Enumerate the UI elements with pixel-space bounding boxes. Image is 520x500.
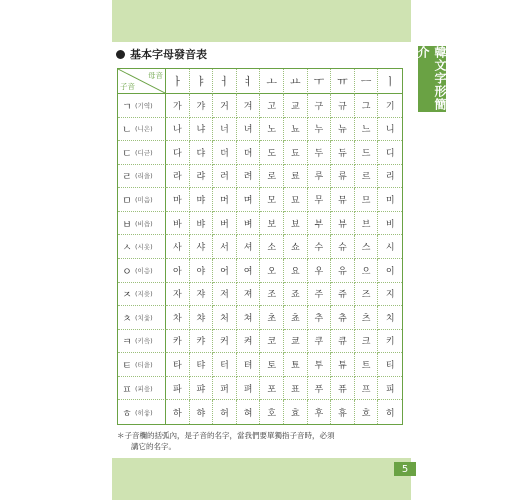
syllable-cell: 호	[260, 400, 284, 424]
syllable-cell: 뵤	[284, 212, 308, 236]
vowel-header-cell: ㅣ	[378, 69, 402, 94]
syllable-cell: 쿄	[284, 330, 308, 354]
syllable-cell: 규	[331, 94, 355, 118]
syllable-cell: 프	[355, 377, 379, 401]
syllable-cell: 퍼	[213, 377, 237, 401]
syllable-cell: 퍄	[190, 377, 214, 401]
syllable-cell: 지	[378, 283, 402, 307]
consonant-name: (피읖)	[135, 384, 153, 393]
syllable-cell: 더	[213, 141, 237, 165]
syllable-cell: 추	[308, 306, 332, 330]
syllable-cell: 사	[166, 235, 190, 259]
syllable-cell: 표	[284, 377, 308, 401]
syllable-cell: 휴	[331, 400, 355, 424]
syllable-cell: 피	[378, 377, 402, 401]
consonant-name: (리을)	[135, 172, 153, 181]
syllable-cell: 그	[355, 94, 379, 118]
chapter-side-tab: 韓文字形簡介	[416, 46, 447, 111]
syllable-cell: 파	[166, 377, 190, 401]
syllable-cell: 튜	[331, 353, 355, 377]
syllable-cell: 쟈	[190, 283, 214, 307]
syllable-cell: 주	[308, 283, 332, 307]
syllable-cell: 푸	[308, 377, 332, 401]
syllable-cell: 나	[166, 118, 190, 142]
syllable-cell: 다	[166, 141, 190, 165]
syllable-cell: 하	[166, 400, 190, 424]
syllable-cell: 뮤	[331, 188, 355, 212]
consonant-header-cell	[118, 188, 166, 212]
syllable-cell: 수	[308, 235, 332, 259]
syllable-cell: 러	[213, 165, 237, 189]
consonant-header-cell	[118, 259, 166, 283]
syllable-cell: 히	[385, 408, 395, 419]
consonant-letter: ㅇ	[122, 266, 132, 278]
syllable-cell: 후	[308, 400, 332, 424]
syllable-cell: 져	[237, 283, 261, 307]
consonant-header-cell	[118, 235, 166, 259]
consonant-letter: ㅁ	[122, 196, 132, 208]
consonant-name: (기역)	[135, 101, 153, 110]
syllable-cell: 쥬	[331, 283, 355, 307]
syllable-cell: 마	[166, 188, 190, 212]
left-margin	[0, 0, 112, 500]
vowel-axis-label: 母音	[148, 71, 163, 80]
syllable-cell: 어	[213, 259, 237, 283]
syllable-cell: 루	[308, 165, 332, 189]
consonant-letter: ㅅ	[122, 243, 132, 255]
footnote	[117, 430, 407, 452]
syllable-cell: 먀	[190, 188, 214, 212]
syllable-cell: 보	[260, 212, 284, 236]
consonant-header-cell	[118, 330, 166, 354]
syllable-cell: 류	[331, 165, 355, 189]
vowel-header-cell: ㅏ	[166, 69, 190, 94]
syllable-cell: 쵸	[284, 306, 308, 330]
footnote-line-1: ＊子音欄的括弧內，是子音的名字，當我們要單獨指子音時，必須	[117, 431, 335, 440]
syllable-cell: 기	[378, 94, 402, 118]
syllable-cell: 치	[378, 306, 402, 330]
consonant-letter: ㄱ	[122, 101, 132, 113]
consonant-header-cell	[118, 353, 166, 377]
syllable-cell: 초	[260, 306, 284, 330]
syllable-cell: 커	[213, 330, 237, 354]
syllable-cell: 야	[190, 259, 214, 283]
table-corner-header	[118, 69, 166, 94]
syllable-cell: 아	[166, 259, 190, 283]
syllable-cell: 펴	[237, 377, 261, 401]
syllable-cell: 큐	[331, 330, 355, 354]
syllable-cell: 랴	[190, 165, 214, 189]
syllable-cell: 조	[260, 283, 284, 307]
syllable-cell: 뉴	[331, 118, 355, 142]
syllable-cell: 즈	[355, 283, 379, 307]
syllable-cell: 도	[260, 141, 284, 165]
syllable-cell: 자	[166, 283, 190, 307]
syllable-cell: 교	[284, 94, 308, 118]
syllable-cell: 두	[308, 141, 332, 165]
consonant-name: (시옷)	[135, 243, 153, 252]
footnote-line-2: 講它的名字。	[131, 442, 176, 451]
syllable-cell: 키	[378, 330, 402, 354]
syllable-cell: 리	[378, 165, 402, 189]
consonant-name: (비읍)	[135, 219, 153, 228]
syllable-cell: 탸	[190, 353, 214, 377]
syllable-cell: 노	[260, 118, 284, 142]
syllable-cell: 댜	[190, 141, 214, 165]
section-title-text: 基本字母發音表	[130, 48, 207, 61]
consonant-name: (티읕)	[135, 361, 153, 370]
syllable-cell: 무	[308, 188, 332, 212]
vowel-header-cell: ㅛ	[284, 69, 308, 94]
syllable-cell: 므	[355, 188, 379, 212]
syllable-cell: 샤	[190, 235, 214, 259]
syllable-cell: 타	[166, 353, 190, 377]
consonant-name: (키읔)	[135, 337, 153, 346]
syllable-cell: 챠	[190, 306, 214, 330]
syllable-cell: 니	[378, 118, 402, 142]
syllable-cell: 겨	[237, 94, 261, 118]
syllable-cell: 뎌	[237, 141, 261, 165]
syllable-cell: 누	[308, 118, 332, 142]
syllable-cell: 미	[378, 188, 402, 212]
syllable-cell: 가	[166, 94, 190, 118]
bullet-icon	[116, 50, 125, 59]
consonant-name: (치읓)	[135, 313, 153, 322]
syllable-cell: 으	[355, 259, 379, 283]
syllable-cell: 티	[378, 353, 402, 377]
syllable-cell: 브	[355, 212, 379, 236]
syllable-cell: 쳐	[237, 306, 261, 330]
syllable-cell: 캬	[190, 330, 214, 354]
syllable-cell: 츄	[331, 306, 355, 330]
syllable-cell: 여	[237, 259, 261, 283]
syllable-cell: 모	[260, 188, 284, 212]
syllable-cell: 소	[260, 235, 284, 259]
syllable-cell: 느	[355, 118, 379, 142]
consonant-name: (디귿)	[135, 148, 153, 157]
syllable-cell: 라	[166, 165, 190, 189]
vowel-header-cell: ㅗ	[260, 69, 284, 94]
syllable-cell: 퓨	[331, 377, 355, 401]
syllable-cell: 벼	[237, 212, 261, 236]
consonant-name: (니은)	[135, 125, 153, 134]
alphabet-pronunciation-table	[117, 68, 403, 425]
syllable-cell: 됴	[284, 141, 308, 165]
page-number: 5	[394, 462, 416, 476]
consonant-axis-label: 子音	[120, 82, 135, 91]
syllable-cell: 듀	[331, 141, 355, 165]
syllable-cell: 구	[308, 94, 332, 118]
vowel-header-cell: ㅜ	[308, 69, 332, 94]
syllable-cell: 서	[213, 235, 237, 259]
syllable-cell: 카	[166, 330, 190, 354]
vowel-header-cell: ㅡ	[355, 69, 379, 94]
syllable-cell: 드	[355, 141, 379, 165]
consonant-name: (이응)	[135, 266, 153, 275]
syllable-cell: 너	[213, 118, 237, 142]
syllable-cell: 쿠	[308, 330, 332, 354]
syllable-cell: 비	[378, 212, 402, 236]
syllable-cell: 크	[355, 330, 379, 354]
syllable-cell: 쇼	[284, 235, 308, 259]
consonant-letter: ㅎ	[122, 408, 132, 420]
syllable-cell: 햐	[190, 400, 214, 424]
syllable-cell: 뇨	[284, 118, 308, 142]
section-title	[116, 46, 207, 62]
syllable-cell: 저	[213, 283, 237, 307]
consonant-letter: ㄷ	[122, 148, 132, 160]
consonant-letter: ㅈ	[122, 290, 132, 302]
syllable-cell: 갸	[190, 94, 214, 118]
syllable-cell: 죠	[284, 283, 308, 307]
syllable-cell: 려	[237, 165, 261, 189]
syllable-cell: 우	[308, 259, 332, 283]
syllable-cell: 코	[260, 330, 284, 354]
consonant-letter: ㅂ	[122, 219, 132, 231]
consonant-header-cell	[118, 94, 166, 118]
syllable-cell: 트	[355, 353, 379, 377]
syllable-cell: 며	[237, 188, 261, 212]
syllable-cell: 토	[260, 353, 284, 377]
consonant-letter: ㅊ	[122, 313, 132, 325]
syllable-cell: 처	[213, 306, 237, 330]
vowel-header-cell: ㅓ	[213, 69, 237, 94]
syllable-cell: 혀	[237, 400, 261, 424]
consonant-name: (지읒)	[135, 290, 153, 299]
syllable-cell: 요	[284, 259, 308, 283]
syllable-cell: 오	[260, 259, 284, 283]
syllable-cell: 텨	[237, 353, 261, 377]
syllable-cell: 버	[213, 212, 237, 236]
consonant-header-cell	[118, 212, 166, 236]
consonant-header-cell	[118, 377, 166, 401]
consonant-header-cell	[118, 141, 166, 165]
syllable-cell: 포	[260, 377, 284, 401]
syllable-cell: 툐	[284, 353, 308, 377]
consonant-header-cell	[118, 165, 166, 189]
syllable-cell: 로	[260, 165, 284, 189]
syllable-cell: 허	[213, 400, 237, 424]
syllable-cell: 효	[284, 400, 308, 424]
syllable-cell: 셔	[237, 235, 261, 259]
syllable-cell: 터	[213, 353, 237, 377]
syllable-cell: 유	[331, 259, 355, 283]
syllable-cell: 거	[213, 94, 237, 118]
consonant-letter: ㄴ	[122, 125, 132, 137]
consonant-letter: ㅋ	[122, 337, 132, 349]
syllable-cell: 투	[308, 353, 332, 377]
syllable-cell: 뷰	[331, 212, 355, 236]
syllable-cell: 켜	[237, 330, 261, 354]
consonant-letter: ㅌ	[122, 361, 132, 373]
syllable-cell: 디	[378, 141, 402, 165]
vowel-header-cell: ㅑ	[190, 69, 214, 94]
consonant-name: (히읗)	[135, 408, 153, 417]
consonant-header-cell	[118, 283, 166, 307]
syllable-cell: 츠	[355, 306, 379, 330]
syllable-cell: 차	[166, 306, 190, 330]
vowel-header-cell: ㅠ	[331, 69, 355, 94]
syllable-cell: 고	[260, 94, 284, 118]
syllable-cell: 르	[355, 165, 379, 189]
syllable-cell: 스	[355, 235, 379, 259]
syllable-cell: 이	[378, 259, 402, 283]
syllable-cell: 흐	[355, 400, 379, 424]
syllable-cell: 슈	[331, 235, 355, 259]
consonant-letter: ㄹ	[122, 172, 132, 184]
consonant-header-cell	[118, 118, 166, 142]
syllable-cell: 녀	[237, 118, 261, 142]
syllable-cell: 뱌	[190, 212, 214, 236]
vowel-header-cell: ㅕ	[237, 69, 261, 94]
syllable-cell: 바	[166, 212, 190, 236]
syllable-cell: 부	[308, 212, 332, 236]
syllable-cell: 냐	[190, 118, 214, 142]
consonant-letter: ㅍ	[122, 384, 132, 396]
syllable-cell: 시	[378, 235, 402, 259]
syllable-cell: 료	[284, 165, 308, 189]
syllable-cell: 묘	[284, 188, 308, 212]
consonant-header-cell	[118, 306, 166, 330]
consonant-header-cell	[118, 400, 166, 424]
consonant-name: (미음)	[135, 196, 153, 205]
syllable-cell: 머	[213, 188, 237, 212]
